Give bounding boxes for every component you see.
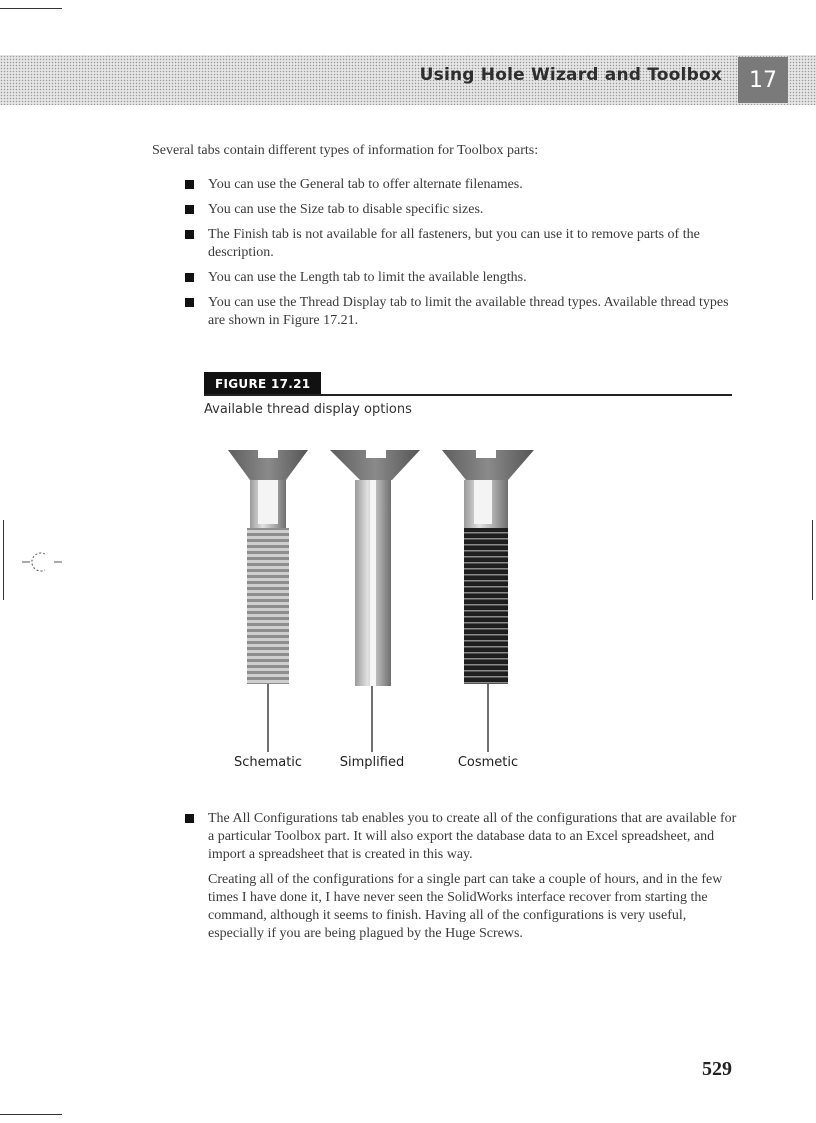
follow-paragraph: Creating all of the configurations for a single part can take a couple of hours, and in the few times I have done it, I have never seen the SolidWorks interface recover from starting the command, although it seems to finish. Having all of the configurations is very useful, especially if you are being plagued by the Huge Screws. xyxy=(208,872,723,941)
list-item-text: You can use the Length tab to limit the available lengths. xyxy=(208,270,527,285)
list-item xyxy=(185,226,745,262)
cosmetic-screw-icon xyxy=(442,450,534,752)
label-simplified: Simplified xyxy=(339,755,405,770)
bullet-square-icon xyxy=(185,273,194,282)
figure-label: FIGURE 17.21 xyxy=(204,372,321,396)
page-number: 529 xyxy=(702,1058,732,1080)
bullet-square-icon xyxy=(185,205,194,214)
list-item xyxy=(185,810,745,864)
list-item-text: You can use the Size tab to disable specific sizes. xyxy=(208,202,484,217)
registration-mark-icon xyxy=(0,520,70,600)
list-item-text: You can use the General tab to offer alternate filenames. xyxy=(208,177,523,192)
bullet-list xyxy=(185,176,745,337)
list-item xyxy=(185,294,745,330)
list-item xyxy=(185,269,745,287)
intro-paragraph: Several tabs contain different types of information for Toolbox parts: xyxy=(152,143,539,158)
figure-rule xyxy=(204,394,732,396)
list-item xyxy=(185,176,745,194)
list-item xyxy=(185,201,745,219)
list-item-text: The All Configurations tab enables you to create all of the configurations that are available for a particular Toolbox part. It will also export the database data to an Excel spreadsheet, and import a spreadsheet that is created in this way. xyxy=(208,811,737,862)
bottom-bullet-block xyxy=(185,810,745,943)
list-item-text: You can use the Thread Display tab to limit the available thread types. Available thread types are shown in Figure 17.21. xyxy=(208,295,729,328)
simplified-screw-icon xyxy=(330,450,420,752)
schematic-screw-icon xyxy=(228,450,308,752)
figure-caption: Available thread display options xyxy=(204,402,412,417)
running-header-title: Using Hole Wizard and Toolbox xyxy=(419,65,722,85)
list-item-text: The Finish tab is not available for all fasteners, but you can use it to remove parts of the description. xyxy=(208,227,700,260)
bullet-square-icon xyxy=(185,814,194,823)
crop-mark-right xyxy=(812,520,813,600)
bullet-square-icon xyxy=(185,298,194,307)
chapter-number-badge: 17 xyxy=(738,57,788,103)
crop-mark-top xyxy=(0,8,62,9)
bullet-square-icon xyxy=(185,230,194,239)
bullet-square-icon xyxy=(185,180,194,189)
screw-illustration xyxy=(220,440,550,780)
crop-mark-bottom xyxy=(0,1114,62,1115)
label-cosmetic: Cosmetic xyxy=(457,755,519,770)
label-schematic: Schematic xyxy=(233,755,303,770)
